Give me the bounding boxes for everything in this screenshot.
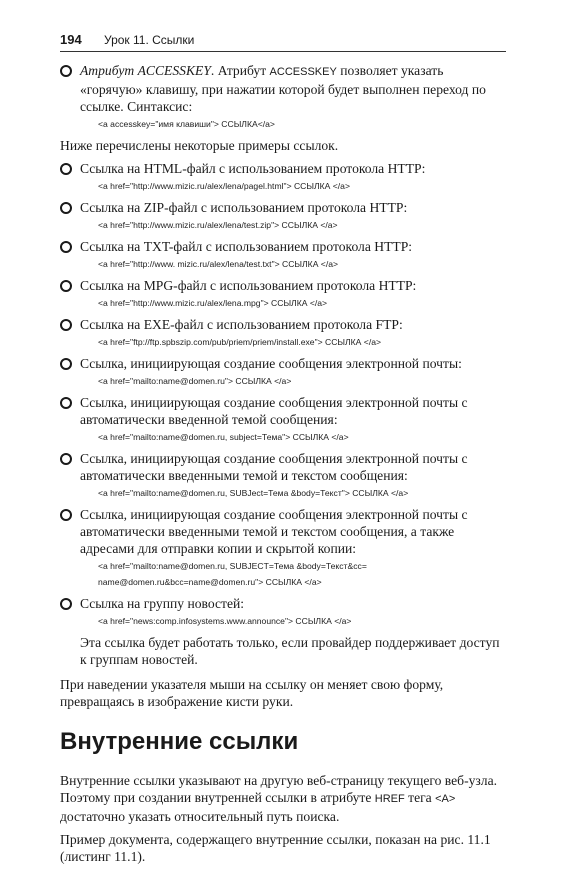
term-label: Атрибут ACCESSKEY — [80, 63, 211, 78]
code-line: <a href="http://www.mizic.ru/alex/lena.mpg"> ССЫЛКА </a> — [98, 298, 328, 308]
list-item-text: Ссылка, инициирующая создание сообщения электронной почты с автоматически введенной темой сообщения: — [80, 395, 468, 427]
code-line: <a href="news:comp.infosystems.www.announce"> ССЫЛКА </a> — [98, 616, 352, 626]
bullet-icon — [60, 280, 72, 292]
list-item — [60, 595, 508, 612]
intro-paragraph: Ниже перечислены некоторые примеры ссылок. — [60, 138, 339, 153]
code-line: <a href="mailto:name@domen.ru, subject=Тема"> ССЫЛКА </a> — [98, 432, 349, 442]
list-item-text: Ссылка, инициирующая создание сообщения электронной почты с автоматически введенными темой и текстом сообщения, а также адресами для отправки копии и скрытой копии: — [80, 507, 468, 556]
list-item-text: Ссылка на группу новостей: — [80, 596, 245, 611]
example-paragraph: Пример документа, содержащего внутренние ссылки, показан на рис. 11.1 (листинг 11.1). — [60, 832, 491, 864]
list-item — [60, 199, 508, 216]
bullet-icon — [60, 65, 72, 77]
bullet-icon — [60, 598, 72, 610]
section-title: Внутренние ссылки — [60, 728, 299, 755]
keyword-tag: <A> — [435, 793, 456, 805]
code-line: <a accesskey="имя клавиши"> ССЫЛКА</a> — [98, 119, 275, 129]
news-note: Эта ссылка будет работать только, если провайдер поддерживает доступ к группам новостей. — [80, 635, 500, 667]
running-header — [60, 29, 506, 52]
code-line: <a href="http://www.mizic.ru/alex/lena/pagel.html"> ССЫЛКА </a> — [98, 181, 350, 191]
code-line: <a href="http://www. mizic.ru/alex/lena/test.txt"> ССЫЛКА </a> — [98, 259, 339, 269]
keyword-href: HREF — [374, 793, 405, 805]
list-item — [60, 316, 508, 333]
list-item — [60, 238, 508, 255]
list-item-text: Ссылка на ZIP-файл с использованием протокола HTTP: — [80, 200, 408, 215]
bullet-icon — [60, 358, 72, 370]
list-item-text: Ссылка на EXE-файл с использованием протокола FTP: — [80, 317, 403, 332]
bullet-icon — [60, 453, 72, 465]
code-line: <a href="http://www.mizic.ru/alex/lena/test.zip"> ССЫЛКА </a> — [98, 220, 338, 230]
list-item-text: Ссылка, инициирующая создание сообщения электронной почты: — [80, 356, 462, 371]
hover-paragraph: При наведении указателя мыши на ссылку он меняет свою форму, превращаясь в изображение кисти руки. — [60, 677, 444, 709]
list-item — [60, 355, 508, 372]
page-number: 194 — [60, 32, 82, 47]
list-item-accesskey: Атрибут ACCESSKEY. Атрибут ACCESSKEY позволяет указать «горячую» клавишу, при нажатии которой будет выполнен переход по ссылке. Синтаксис: — [60, 62, 508, 115]
list-item — [60, 277, 508, 294]
bullet-icon — [60, 509, 72, 521]
list-item — [60, 506, 508, 557]
bullet-icon — [60, 202, 72, 214]
keyword: ACCESSKEY — [269, 66, 337, 78]
list-item-text: Ссылка на MPG-файл с использованием протокола HTTP: — [80, 278, 417, 293]
bullet-icon — [60, 163, 72, 175]
code-line: <a href="mailto:name@domen.ru, SUBJECT=Тема &body=Текст&cc= — [98, 561, 367, 571]
bullet-icon — [60, 241, 72, 253]
bullet-icon — [60, 319, 72, 331]
internal-paragraph: Внутренние ссылки указывают на другую веб-страницу текущего веб-узла. Поэтому при создании внутренней ссылки в атрибуте HREF тега <A> достаточно указать относительный путь поиска. — [60, 773, 497, 824]
list-item-text: Ссылка на HTML-файл с использованием протокола HTTP: — [80, 161, 426, 176]
page-content — [60, 62, 508, 871]
list-item-text: Ссылка, инициирующая создание сообщения электронной почты с автоматически введенными темой и текстом сообщения: — [80, 451, 468, 483]
bullet-icon — [60, 397, 72, 409]
code-line: <a href="mailto:name@domen.ru, SUBJect=Тема &body=Текст"> ССЫЛКА </a> — [98, 488, 409, 498]
code-line: <a href="ftp://ftp.spbszip.com/pub/priem/priem/install.exe"> ССЫЛКА </a> — [98, 337, 382, 347]
examples-list — [60, 160, 508, 628]
code-line: name@domen.ru&bcc=name@domen.ru"> ССЫЛКА </a> — [98, 577, 322, 587]
list-item — [60, 450, 508, 484]
list-item — [60, 394, 508, 428]
list-item — [60, 160, 508, 177]
chapter-title: Урок 11. Ссылки — [104, 33, 195, 47]
list-item-text: Ссылка на TXT-файл с использованием протокола HTTP: — [80, 239, 413, 254]
code-line: <a href="mailto:name@domen.ru"> ССЫЛКА </a> — [98, 376, 292, 386]
